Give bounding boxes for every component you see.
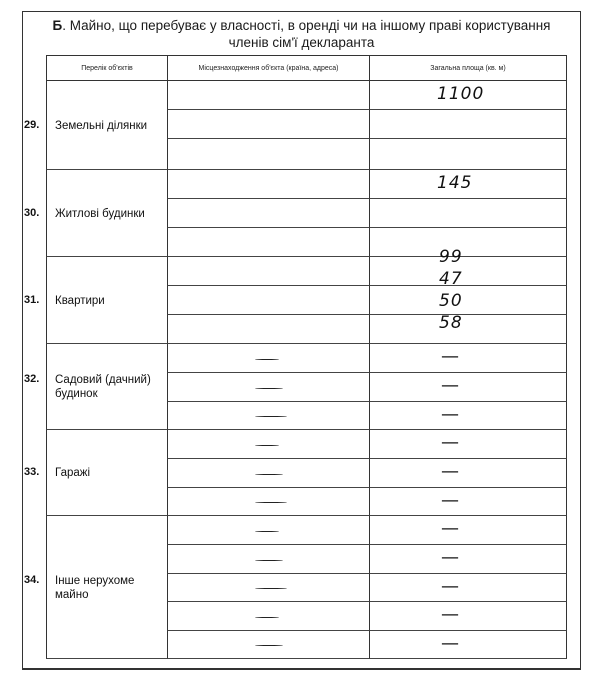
category-number: 29. (24, 118, 40, 131)
area-value: — (441, 518, 460, 539)
area-value: 145 (437, 173, 473, 193)
area-value: — (441, 375, 460, 396)
location-cell (167, 110, 370, 139)
location-cell (167, 228, 370, 257)
category-cell (46, 430, 168, 516)
section-title-line1: . Майно, що перебуває у власності, в оренді чи на іншому праві користування (62, 18, 551, 33)
area-cell (369, 228, 567, 257)
area-cell (369, 257, 567, 286)
category-cell (46, 516, 168, 659)
area-cell (369, 488, 567, 516)
location-dash (255, 445, 279, 446)
section-title-line2: членів сім'ї декларанта (228, 35, 375, 50)
area-value: 47 (439, 269, 463, 289)
area-value: 58 (439, 313, 463, 333)
location-dash (255, 416, 287, 417)
category-label: Гаражі (55, 467, 91, 479)
category-number: 30. (24, 206, 40, 219)
location-cell (167, 81, 370, 110)
area-value: 99 (439, 247, 463, 267)
area-value: — (441, 461, 460, 482)
category-number: 32. (24, 373, 40, 385)
area-cell (369, 373, 567, 402)
location-dash (255, 359, 279, 360)
area-cell (369, 516, 567, 545)
category-label: Житлові будинки (55, 207, 145, 220)
area-cell (369, 574, 567, 602)
category-label: Квартири (55, 294, 105, 307)
section-title (22, 17, 581, 51)
location-dash (255, 388, 283, 389)
area-cell (369, 602, 567, 631)
area-value: — (441, 633, 460, 654)
section-letter: Б (52, 18, 63, 33)
location-cell (167, 286, 370, 315)
area-value: 50 (439, 291, 463, 311)
area-cell (369, 459, 567, 488)
area-value: — (441, 404, 460, 425)
area-cell (369, 110, 567, 139)
category-label: Земельні ділянки (55, 119, 148, 132)
location-cell (167, 257, 370, 286)
area-value: — (441, 547, 460, 568)
area-cell (369, 402, 567, 430)
location-dash (255, 588, 287, 589)
category-cell (46, 257, 168, 344)
category-cell (46, 344, 168, 430)
header-area: Загальна площа (кв. м) (369, 55, 567, 81)
area-value: — (441, 346, 460, 367)
category-cell (46, 170, 168, 257)
category-label: Інше нерухоме майно (55, 574, 135, 601)
category-number: 34. (24, 573, 40, 586)
area-value: — (441, 490, 460, 511)
category-number: 31. (24, 293, 40, 306)
area-cell (369, 344, 567, 373)
area-cell (369, 139, 567, 170)
area-cell (369, 430, 567, 459)
location-dash (255, 645, 283, 646)
location-dash (255, 502, 287, 503)
area-cell (369, 199, 567, 228)
category-label: Садовий (дачний) будинок (55, 374, 151, 400)
area-cell (369, 631, 567, 659)
area-cell (369, 315, 567, 344)
location-cell (167, 199, 370, 228)
header-objects: Перелік об'єктів (46, 55, 168, 81)
location-dash (255, 474, 283, 475)
area-value: — (441, 576, 460, 597)
location-dash (255, 560, 283, 561)
area-cell (369, 545, 567, 574)
location-dash (255, 617, 279, 618)
area-value: — (441, 604, 460, 625)
area-cell (369, 286, 567, 315)
area-value: — (441, 432, 460, 453)
location-cell (167, 315, 370, 344)
header-location: Місцезнаходження об'єкта (країна, адреса) (167, 55, 370, 81)
location-dash (255, 531, 279, 532)
area-value: 1100 (437, 84, 485, 104)
location-cell (167, 139, 370, 170)
location-cell (167, 170, 370, 199)
category-cell (46, 81, 168, 170)
category-number: 33. (24, 466, 40, 478)
